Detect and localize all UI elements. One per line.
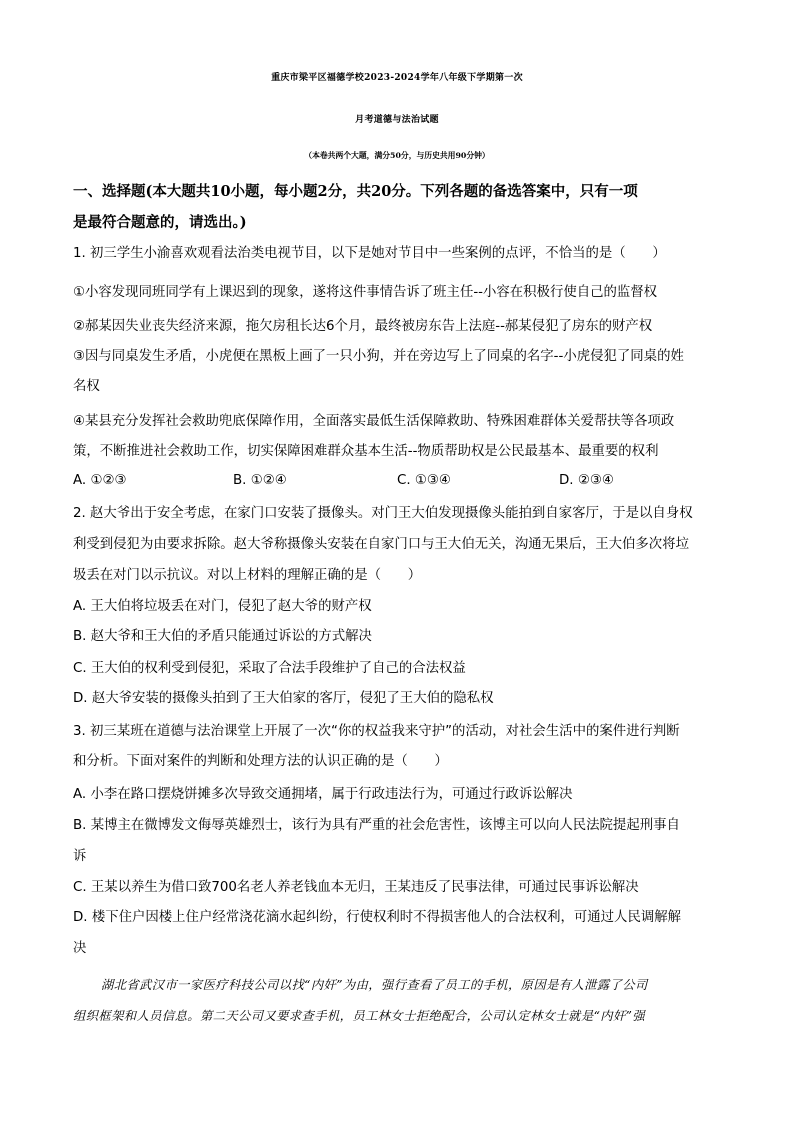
question-1-item-3-line1: ③因与同桌发生矛盾，小虎便在黑板上画了一只小狗，并在旁边写上了同桌的名字--小虎侵犯了同桌的姓 xyxy=(73,349,684,364)
exam-title-line1: 重庆市梁平区福德学校2023-2024学年八年级下学期第一次 xyxy=(271,73,523,83)
case-material-line1: 湖北省武汉市一家医疗科技公司以找“内奸”为由，强行查看了员工的手机，原因是有人泄露了公司 xyxy=(101,978,648,992)
question-3-stem-line2: 和分析。下面对案件的判断和处理方法的认识正确的是（ ） xyxy=(73,754,448,769)
question-2-option-b: B. 赵大爷和王大伯的矛盾只能通过诉讼的方式解决 xyxy=(73,629,372,644)
question-1-option-b: B. ①②④ xyxy=(233,473,287,488)
question-1-item-4-line1: ④某县充分发挥社会救助兜底保障作用，全面落实最低生活保障救助、特殊困难群体关爱帮扶等各项政 xyxy=(73,414,675,429)
section-heading-line1: 一、选择题(本大题共10小题，每小题2分，共20分。下列各题的备选答案中，只有一项 xyxy=(73,183,638,200)
question-3-option-b-line2: 诉 xyxy=(73,849,87,864)
question-1-item-4-line2: 策，不断推进社会救助工作，切实保障困难群众基本生活--物质帮助权是公民最基本、最重要的权利 xyxy=(73,444,659,459)
question-1-option-d: D. ②③④ xyxy=(559,473,614,488)
question-2-option-c: C. 王大伯的权利受到侵犯，采取了合法手段维护了自己的合法权益 xyxy=(73,661,466,676)
question-2-stem-line1: 2. 赵大爷出于安全考虑，在家门口安装了摄像头。对门王大伯发现摄像头能拍到自家客厅，于是以自身权 xyxy=(73,506,693,521)
question-2-stem-line2: 利受到侵犯为由要求拆除。赵大爷称摄像头安装在自家门口与王大伯无关，沟通无果后，王大伯多次将垃 xyxy=(73,537,689,552)
question-3-option-b-line1: B. 某博主在微博发文侮辱英雄烈士，该行为具有严重的社会危害性，该博主可以向人民法院提起刑事自 xyxy=(73,818,680,833)
question-1-item-1: ①小容发现同班同学有上课迟到的现象，遂将这件事情告诉了班主任--小容在积极行使自己的监督权 xyxy=(73,285,658,300)
question-2-stem-line3: 圾丢在对门以示抗议。对以上材料的理解正确的是（ ） xyxy=(73,568,422,583)
question-1-stem: 1. 初三学生小渝喜欢观看法治类电视节目，以下是她对节目中一些案例的点评，不恰当的是（ ） xyxy=(73,246,666,261)
question-3-option-d-line2: 决 xyxy=(73,941,87,956)
case-material-line2: 组织框架和人员信息。第二天公司又要求查手机，员工林女士拒绝配合，公司认定林女士就是“内奸”强 xyxy=(73,1009,646,1023)
question-1-option-c: C. ①③④ xyxy=(397,473,451,488)
question-1-option-a: A. ①②③ xyxy=(73,473,127,488)
question-1-item-3-line2: 名权 xyxy=(73,379,100,394)
exam-subtitle: （本卷共两个大题，满分50分，与历史共用90分钟） xyxy=(304,151,490,160)
question-3-stem-line1: 3. 初三某班在道德与法治课堂上开展了一次“你的权益我来守护”的活动，对社会生活中的案件进行判断 xyxy=(73,724,680,739)
question-3-option-c: C. 王某以养生为借口致700名老人养老钱血本无归，王某违反了民事法律，可通过民事诉讼解决 xyxy=(73,880,639,895)
question-3-option-d-line1: D. 楼下住户因楼上住户经常浇花滴水起纠纷，行使权利时不得损害他人的合法权利，可通过人民调解解 xyxy=(73,910,682,925)
question-2-option-d: D. 赵大爷安装的摄像头拍到了王大伯家的客厅，侵犯了王大伯的隐私权 xyxy=(73,691,494,706)
question-2-option-a: A. 王大伯将垃圾丢在对门，侵犯了赵大爷的财产权 xyxy=(73,599,372,614)
question-1-item-2: ②郝某因失业丧失经济来源，拖欠房租长达6个月，最终被房东告上法庭--郝某侵犯了房东的财产权 xyxy=(73,319,653,334)
exam-title-line2: 月考道德与法治试题 xyxy=(355,115,439,125)
question-3-option-a: A. 小李在路口摆烧饼摊多次导致交通拥堵，属于行政违法行为，可通过行政诉讼解决 xyxy=(73,787,573,802)
section-heading-line2: 是最符合题意的，请选出。) xyxy=(73,214,247,231)
